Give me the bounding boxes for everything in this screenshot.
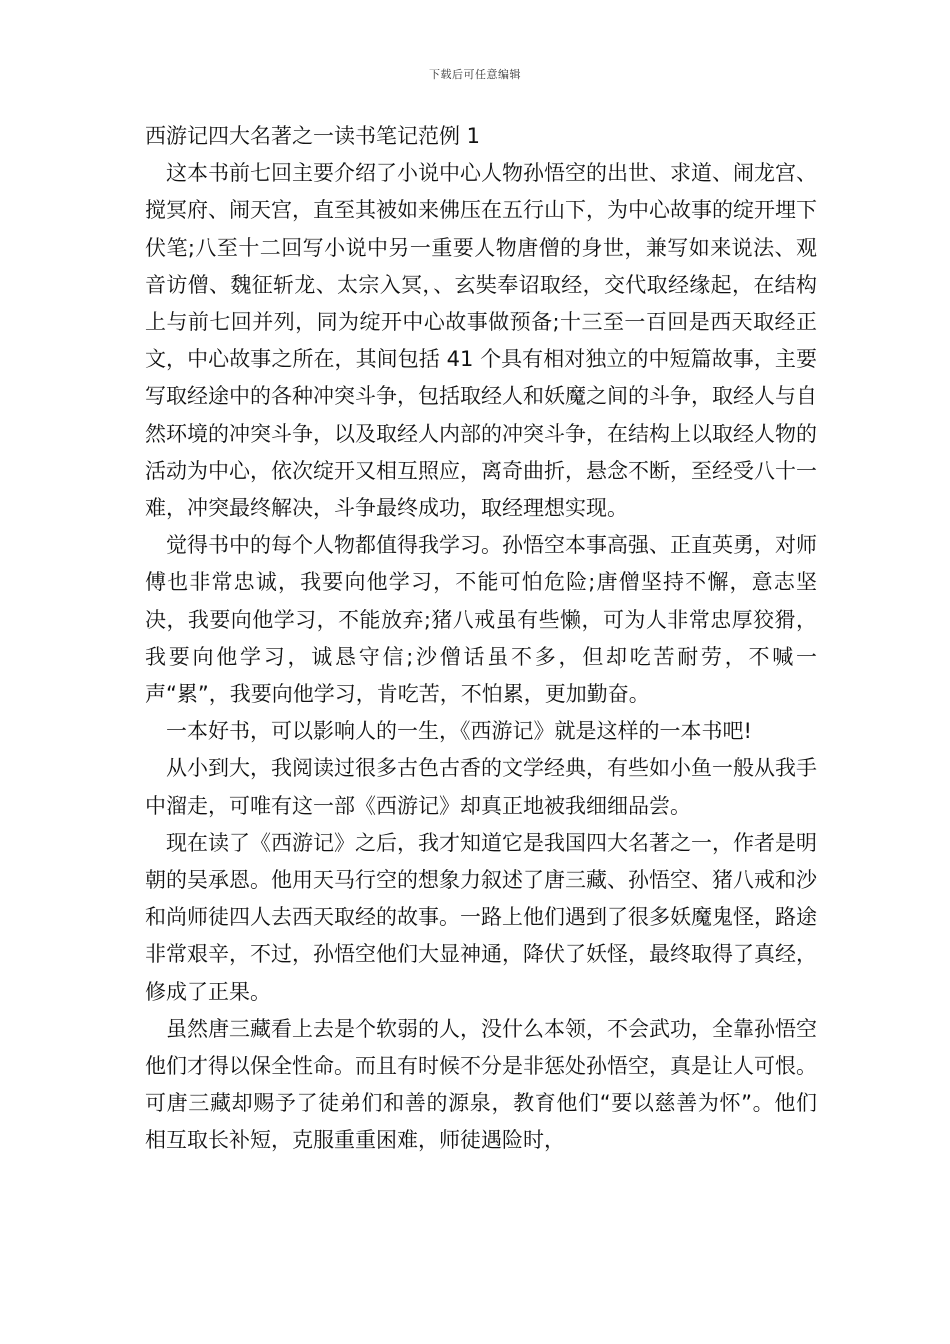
paragraph-5: 现在读了《西游记》之后，我才知道它是我国四大名著之一，作者是明朝的吴承恩。他用天马行空的想象力叙述了唐三藏、孙悟空、猪八戒和沙和尚师徒四人去西天取经的故事。一路上他们遇到了很多妖魔鬼怪，路途非常艰辛，不过，孙悟空他们大显神通，降伏了妖怪，最终取得了真经，修成了正果。 xyxy=(145,830,817,1004)
paragraph-6: 虽然唐三藏看上去是个软弱的人，没什么本领，不会武功，全靠孙悟空他们才得以保全性命。而且有时候不分是非惩处孙悟空，真是让人可恨。可唐三藏却赐予了徒弟们和善的源泉，教育他们“要以慈善为怀”。他们相互取长补短，克服重重困难，师徒遇险时， xyxy=(145,1016,817,1153)
paragraph-4: 从小到大，我阅读过很多古色古香的文学经典，有些如小鱼一般从我手中溜走，可唯有这一部《西游记》却真正地被我细细品尝。 xyxy=(145,756,817,818)
header-note: 下载后可任意编辑 xyxy=(429,68,521,81)
paragraph-1: 这本书前七回主要介绍了小说中心人物孙悟空的出世、求道、闹龙宫、搅冥府、闹天宫，直至其被如来佛压在五行山下，为中心故事的绽开埋下伏笔;八至十二回写小说中另一重要人物唐僧的身世，兼写如来说法、观音访僧、魏征斩龙、太宗入冥，、玄奘奉诏取经，交代取经缘起，在结构上与前七回并列，同为绽开中心故事做预备;十三至一百回是西天取经正文，中心故事之所在，其间包括 41 个具有相对独立的中短篇故事，主要写取经途中的各种冲突斗争，包括取经人和妖魔之间的斗争，取经人与自然环境的冲突斗争，以及取经人内部的冲突斗争，在结构上以取经人物的活动为中心，依次绽开又相互照应，离奇曲折，悬念不断，至经受八十一难，冲突最终解决，斗争最终成功，取经理想实现。 xyxy=(145,161,817,521)
paragraph-2: 觉得书中的每个人物都值得我学习。孙悟空本事高强、正直英勇，对师傅也非常忠诚，我要向他学习，不能可怕危险;唐僧坚持不懈，意志坚决，我要向他学习，不能放弃;猪八戒虽有些懒，可为人非常忠厚狡猾，我要向他学习，诚恳守信;沙僧话虽不多，但却吃苦耐劳，不喊一声“累”，我要向他学习，肯吃苦，不怕累，更加勤奋。 xyxy=(145,533,817,707)
document-title: 西游记四大名著之一读书笔记范例 1 xyxy=(145,124,481,148)
document-body xyxy=(145,118,817,1160)
paragraph-3: 一本好书，可以影响人的一生，《西游记》就是这样的一本书吧! xyxy=(166,719,752,744)
